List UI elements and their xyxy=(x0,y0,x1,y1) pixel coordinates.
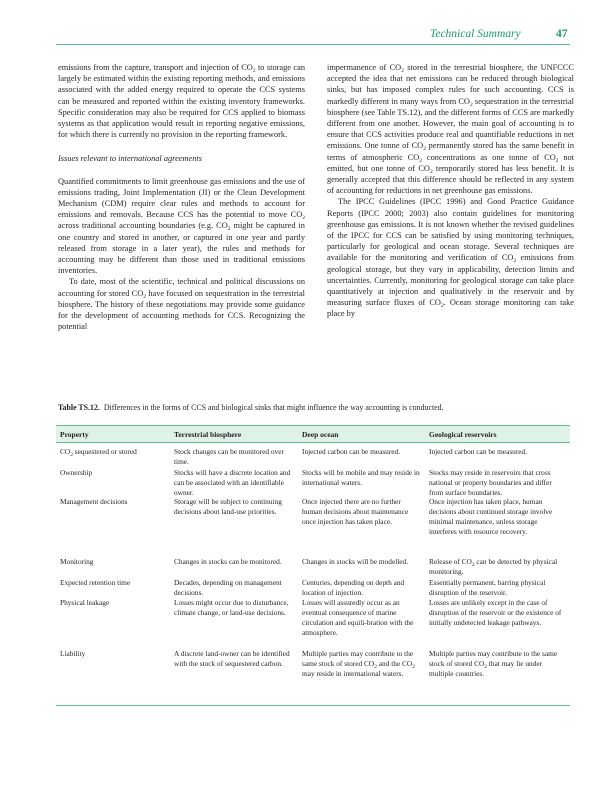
cell-geological: Multiple parties may contribute to the same stock of stored $CO_2$ that may lie under multiple countries. xyxy=(429,649,558,678)
cell-geological: Essentially permanent, barring physical disruption of the reservoir. xyxy=(429,578,546,597)
cell-terrestrial: Changes in stocks can be monitored. xyxy=(174,557,282,566)
table-header-row xyxy=(56,426,570,442)
cell-property: $CO_2$ sequestered or stored xyxy=(60,447,137,458)
right-paragraph-2: The IPCC Guidelines (IPCC 1996) and Good Practice Guidance Reports (IPCC 2000; 2003) also contain guidelines for monitoring greenhouse gas emissions. It is not known whether the revised guidelines of the IPCC for CCS can be satisfied by using monitoring techniques, particularly for geological and ocean storage. Several techniques are available for the monitoring and verification of $CO_2$ emissions from geological storage, but they vary in applicability, detection limits and uncertainties. Currently, monitoring for geological storage can take place quantitatively at injection and qualitatively in the reservoir and by measuring surface fluxes of $CO_2$. Ocean storage monitoring can take place by xyxy=(327,197,574,319)
table-caption xyxy=(58,403,444,412)
table-row xyxy=(56,468,570,496)
cell-property: Physical leakage xyxy=(60,598,110,607)
cell-property: Expected retention time xyxy=(60,578,131,587)
right-column xyxy=(327,62,574,320)
cell-deep-ocean: Injected carbon can be measured. xyxy=(302,447,401,456)
cell-deep-ocean: Multiple parties may contribute to the same stock of stored $CO_2$ and the $CO_2$ may reside in international waters. xyxy=(302,649,415,678)
left-column xyxy=(58,62,305,332)
cell-property: Liability xyxy=(60,649,86,658)
cell-terrestrial: Decades, depending on management decisions. xyxy=(174,578,282,597)
page-header xyxy=(0,28,612,50)
left-paragraph-3: To date, most of the scientific, technical and political discussions on accounting for stored $CO_2$ have focused on sequestration in the terrestrial biosphere. The history of these negotiations may provide some guidance for the development of accounting methods for CCS. Recognizing the potential xyxy=(58,277,305,332)
cell-property: Management decisions xyxy=(60,497,128,506)
cell-geological: Once injection has taken place, human decisions about continued storage involve minimal maintenance, unless storage interferes with resource recovery. xyxy=(429,497,553,536)
left-paragraph-2: Quantified commitments to limit greenhouse gas emissions and the use of emissions trading, Joint Implementation (JI) or the Clean Development Mechanism (CDM) require clear rules and methods to account for emissions and removals. Because CCS has the potential to move $CO_2$ across traditional accounting boundaries (e.g. $CO_2$ might be captured in one country and stored in another, or captured in one year and partly released from storage in a later year), the rules and methods for accounting may be different than those used in traditional emissions inventories. xyxy=(58,176,305,276)
running-title: Technical Summary xyxy=(430,28,521,40)
table-caption-label: Table TS.12. xyxy=(58,403,100,412)
table-caption-text: Differences in the forms of CCS and biological sinks that might influence the way accounting is conducted. xyxy=(103,403,444,412)
header-deep-ocean: Deep ocean xyxy=(302,430,339,439)
cell-geological: Injected carbon can be measured. xyxy=(429,447,528,456)
cell-deep-ocean: Changes in stocks will be modelled. xyxy=(302,557,409,566)
table-body xyxy=(56,443,570,707)
table-bottom-rule xyxy=(56,705,570,706)
table-row xyxy=(56,447,570,467)
section-heading: Issues relevant to international agreements xyxy=(58,154,202,164)
page-number: 47 xyxy=(556,28,568,40)
header-rule xyxy=(56,44,570,45)
cell-property: Ownership xyxy=(60,468,93,477)
cell-deep-ocean: Stocks will be mobile and may reside in international waters. xyxy=(302,468,420,487)
cell-property: Monitoring xyxy=(60,557,94,566)
cell-geological: Losses are unlikely except in the case of disruption of the reservoir or the existence of initially undetected leakage pathways. xyxy=(429,598,562,627)
header-geological: Geological reservoirs xyxy=(429,430,497,439)
table-row xyxy=(56,598,570,646)
cell-deep-ocean: Losses will assuredly occur as an eventual consequence of marine circulation and equili-bration with the atmosphere. xyxy=(302,598,414,637)
header-terrestrial: Terrestrial biosphere xyxy=(174,430,242,439)
cell-geological: Release of $CO_2$ can be detected by physical monitoring. xyxy=(429,557,558,576)
cell-terrestrial: Storage will be subject to continuing decisions about land-use priorities. xyxy=(174,497,282,516)
cell-terrestrial: Stocks will have a discrete location and can be associated with an identifiable owner. xyxy=(174,468,291,497)
cell-terrestrial: Stock changes can be monitored over time. xyxy=(174,447,284,466)
right-paragraph-1: impermanence of $CO_2$ stored in the terrestrial biosphere, the UNFCCC accepted the idea that net emissions can be reduced through biological sinks, but has imposed complex rules for such accounting. CCS is markedly different in many ways from $CO_2$ sequestration in the terrestrial biosphere (see Table TS.12), and the different forms of CCS are markedly different from one another. However, the main goal of accounting is to ensure that CCS activities produce real and quantifiable reductions in net emissions. One tonne of $CO_2$ permanently stored has the same benefit in terms of atmospheric $CO_2$ concentrations as one tonne of $CO_2$ not emitted, but one tonne of $CO_2$ temporarily stored has less benefit. It is generally accepted that this difference should be reflected in any system of accounting for reductions in net greenhouse gas emissions. xyxy=(327,63,575,196)
cell-terrestrial: Losses might occur due to disturbance, climate change, or land-use decisions. xyxy=(174,598,289,617)
cell-deep-ocean: Once injected there are no further human decisions about maintenance once injection has taken place. xyxy=(302,497,409,526)
header-property: Property xyxy=(60,430,89,439)
table-row xyxy=(56,649,570,699)
cell-deep-ocean: Centuries, depending on depth and location of injection. xyxy=(302,578,405,597)
cell-geological: Stocks may reside in reservoirs that cross national or property boundaries and differ from surface boundaries. xyxy=(429,468,552,497)
left-paragraph-1: emissions from the capture, transport and injection of $CO_2$ to storage can largely be estimated within the existing reporting methods, and emissions associated with the added energy required to operate the CCS systems can be measured and reported within the existing inventory frameworks. Specific consideration may also be required for CCS applied to biomass systems as that application would result in reporting negative emissions, for which there is currently no provision in the reporting framework. xyxy=(58,63,306,140)
table-row xyxy=(56,557,570,577)
table-row xyxy=(56,578,570,598)
comparison-table xyxy=(56,425,570,707)
cell-terrestrial: A discrete land-owner can be identified with the stock of sequestered carbon. xyxy=(174,649,290,668)
table-row xyxy=(56,497,570,555)
